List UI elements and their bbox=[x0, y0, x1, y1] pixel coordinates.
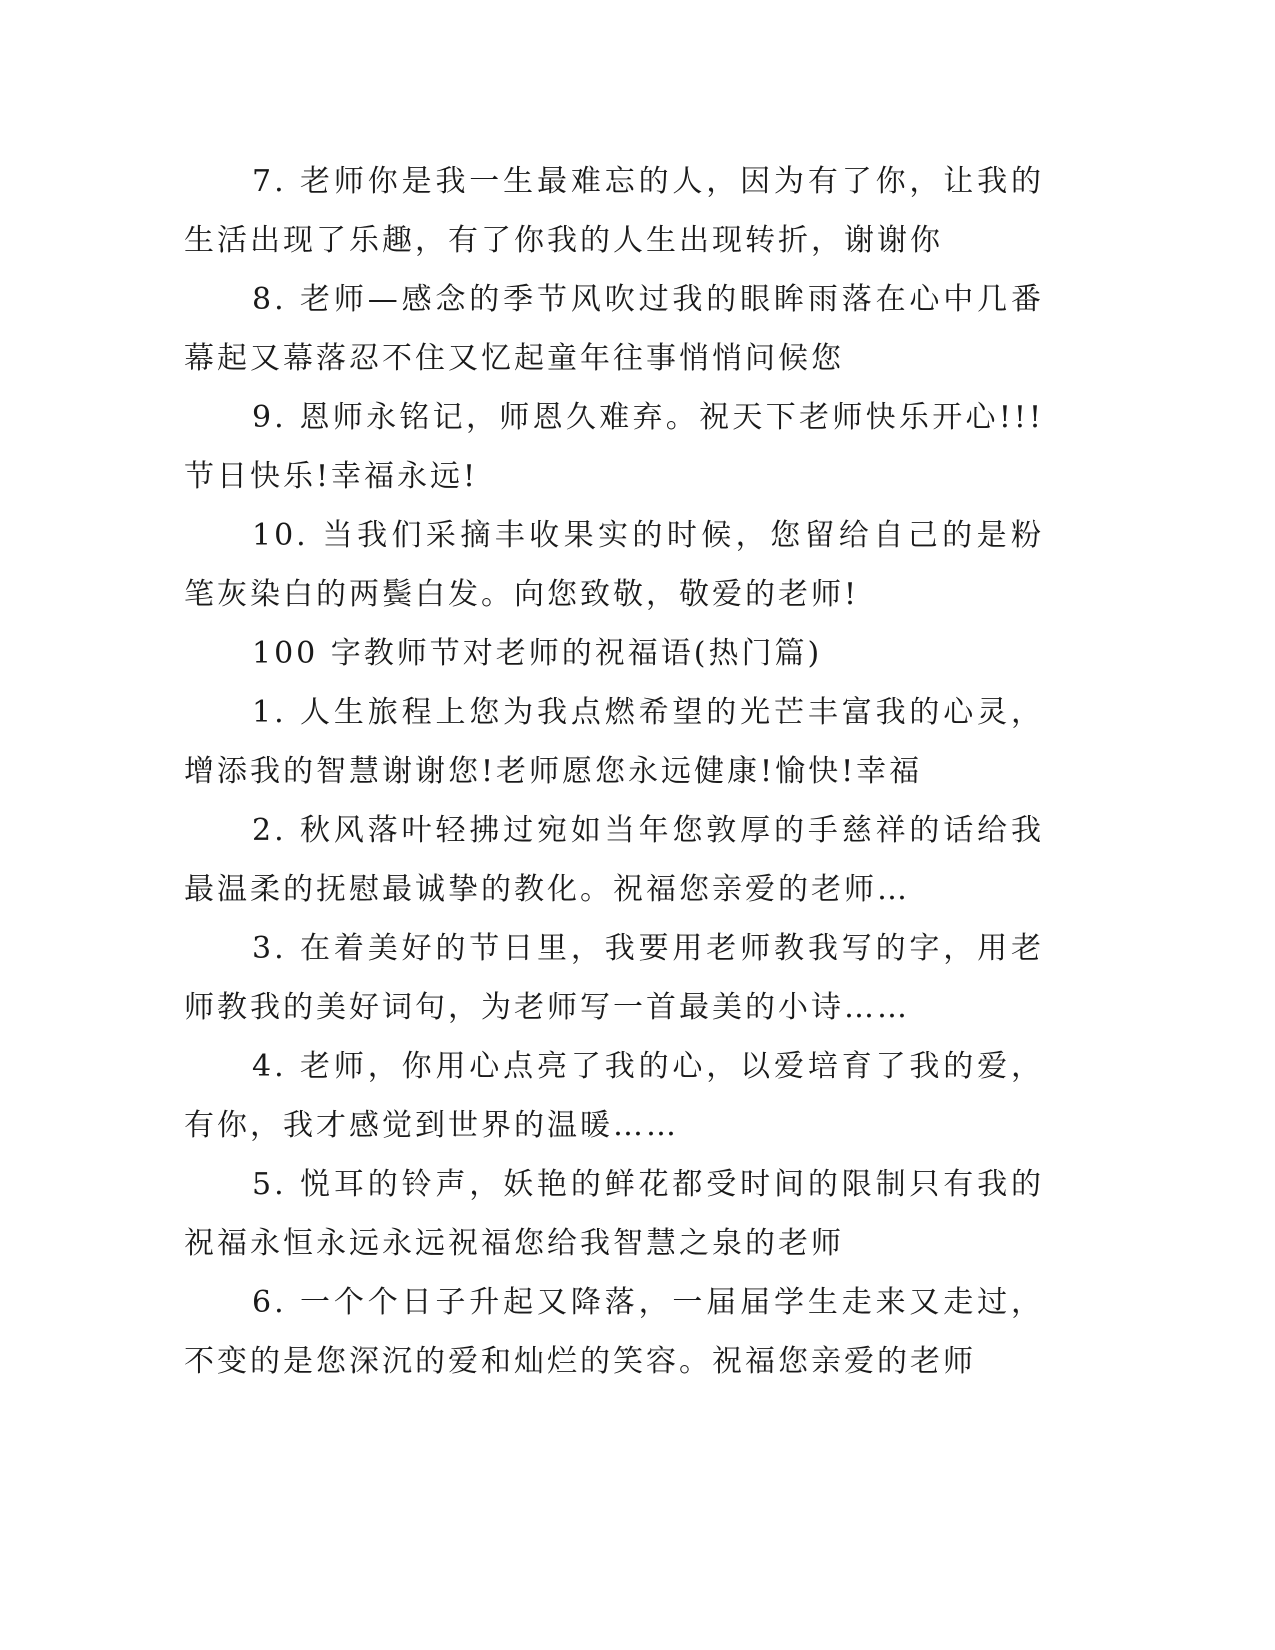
wish-item-9: 9. 恩师永铭记，师恩久难弃。祝天下老师快乐开心!!!节日快乐!幸福永远! bbox=[184, 400, 1044, 494]
section-heading: 100 字教师节对老师的祝福语(热门篇) bbox=[252, 636, 823, 671]
wish-item-5: 5. 悦耳的铃声，妖艳的鲜花都受时间的限制只有我的祝福永恒永远永远祝福您给我智慧之泉的老师 bbox=[184, 1167, 1044, 1261]
wish-item-2: 2. 秋风落叶轻拂过宛如当年您敦厚的手慈祥的话给我最温柔的抚慰最诚挚的教化。祝福您亲爱的老师… bbox=[184, 813, 1044, 907]
wish-item-10: 10. 当我们采摘丰收果实的时候，您留给自己的是粉笔灰染白的两鬓白发。向您致敬，敬爱的老师! bbox=[184, 518, 1044, 612]
wish-item-3: 3. 在着美好的节日里，我要用老师教我写的字，用老师教我的美好词句，为老师写一首最美的小诗…… bbox=[184, 931, 1044, 1025]
wish-item-6: 6. 一个个日子升起又降落，一届届学生走来又走过，不变的是您深沉的爱和灿烂的笑容。祝福您亲爱的老师 bbox=[184, 1285, 1044, 1379]
wish-item-4: 4. 老师，你用心点亮了我的心，以爱培育了我的爱，有你，我才感觉到世界的温暖…… bbox=[184, 1049, 1044, 1143]
wish-item-7: 7. 老师你是我一生最难忘的人，因为有了你，让我的生活出现了乐趣，有了你我的人生出现转折，谢谢你 bbox=[184, 164, 1044, 258]
wish-item-1: 1. 人生旅程上您为我点燃希望的光芒丰富我的心灵，增添我的智慧谢谢您!老师愿您永远健康!愉快!幸福 bbox=[184, 695, 1044, 789]
wish-item-8: 8. 老师—感念的季节风吹过我的眼眸雨落在心中几番幕起又幕落忍不住又忆起童年往事悄悄问候您 bbox=[184, 282, 1044, 376]
document-body bbox=[184, 152, 1044, 1391]
